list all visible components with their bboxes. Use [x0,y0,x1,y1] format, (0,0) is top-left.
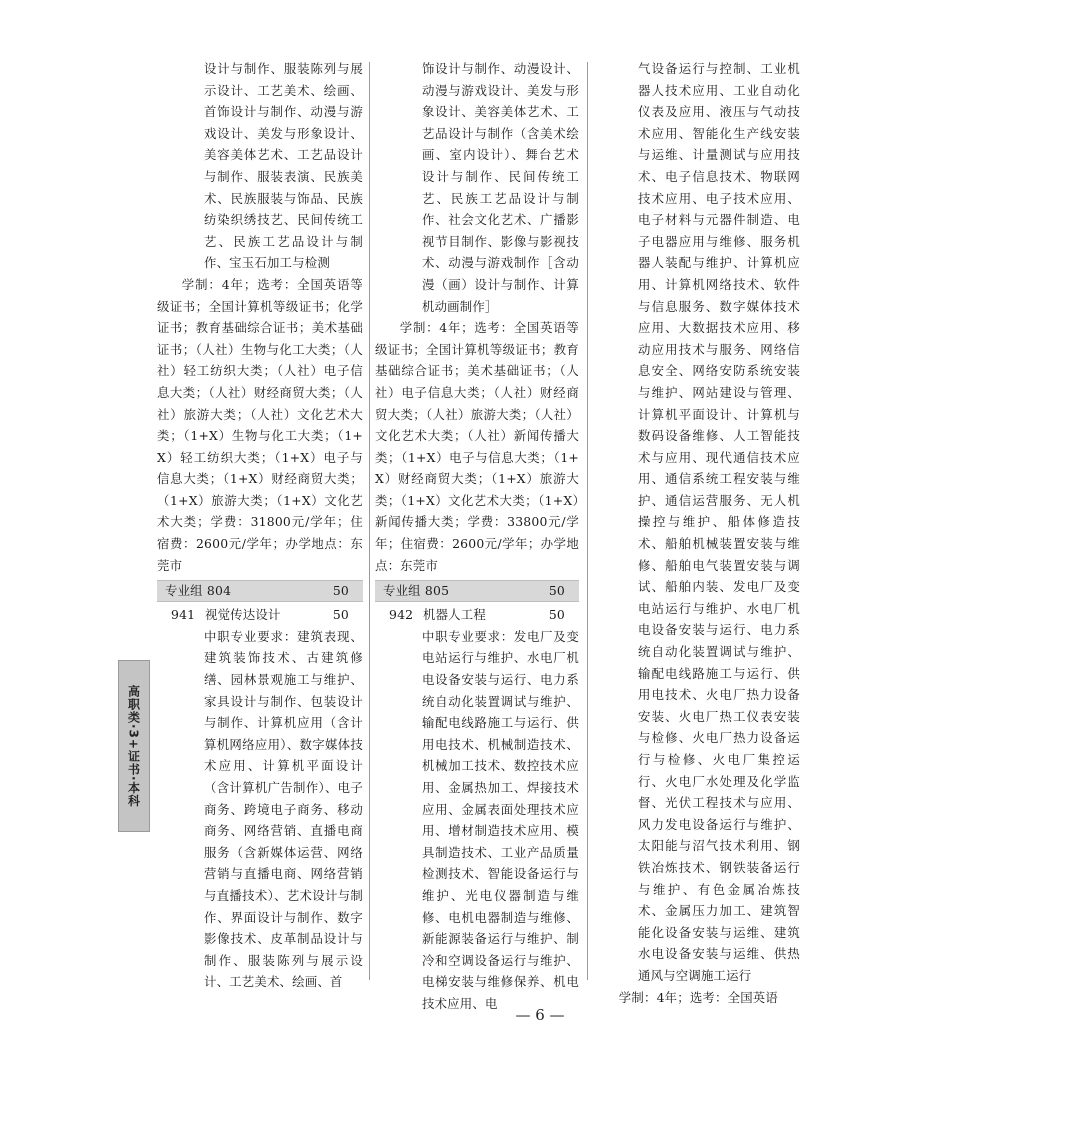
major-code: 942 [389,607,414,623]
major-requirements: 中职专业要求：发电厂及变电站运行与维护、水电厂机电设备安装与运行、电力系统自动化装置调试与维护、输配电线路施工与运行、供用电技术、机械制造技术、机械加工技术、数控技术应用、金属热加工、焊接技术应用、金属表面处理技术应用、增材制造技术应用、模具制造技术、工业产品质量检测技术、智能设备运行与维护、光电仪器制造与维修、电机电器制造与维修、新能源装备运行与维护、制冷和空调设备运行与维护、电梯安装与维修保养、机电技术应用、电 [422,628,579,1011]
page-number: — 6 — [515,1006,565,1024]
major-code: 941 [171,607,196,623]
major-row-942 [375,604,579,626]
column-divider-2 [587,62,588,980]
major-list-continuation: 气设备运行与控制、工业机器人技术应用、工业自动化仪表及应用、液压与气动技术应用、智能化生产线安装与运维、计量测试与应用技术、电子信息技术、物联网技术应用、电子技术应用、电子材料与元器件制造、电子电器应用与维修、服务机器人装配与维护、计算机应用、计算机网络技术、软件与信息服务、数字媒体技术应用、大数据技术应用、移动应用技术与服务、网络信息安全、网络安防系统安装与维护、网站建设与管理、计算机平面设计、计算机与数码设备维修、人工智能技术与应用、现代通信技术应用、通信系统工程安装与维护、通信运营服务、无人机操控与维护、船体修造技术、船舶机械装置安装与维修、船舶电气装置安装与调试、船舶内装、发电厂及变电站运行与维护、水电厂机电设备安装与运行、电力系统自动化装置调试与维护、输配电线路施工与运行、供用电技术、火电厂热力设备安装、火电厂热工仪表安装与检修、火电厂热力设备运行与检修、火电厂集控运行、火电厂水处理及化学监督、光伏工程技术与应用、风力发电设备运行与维护、太阳能与沼气技术利用、钢铁冶炼技术、钢铁装备运行与维护、有色金属冶炼技术、金属压力加工、建筑智能化设备安装与运维、建筑水电设备安装与运维、供热通风与空调施工运行 [638,61,800,983]
major-list-continuation: 饰设计与制作、动漫设计、动漫与游戏设计、美发与形象设计、美容美体艺术、工艺品设计与制作（含美术绘画、室内设计）、舞台艺术设计与制作、民间传统工艺、民族工艺品设计与制作、社会文化艺术、广播影视节目制作、影像与影视技术、动漫与游戏制作［含动漫（画）设计与制作、计算机动画制作］ [422,61,579,314]
side-tab-label: 高职类·3+证书·本科 [126,684,141,808]
column-divider-1 [369,62,370,980]
major-row-941 [157,604,363,626]
major-count: 50 [548,607,565,623]
major-name: 视觉传达设计 [205,607,281,623]
column-1 [157,58,363,993]
column-3 [594,58,800,1008]
major-count: 50 [332,607,349,623]
group-count: 50 [332,583,349,599]
program-info: 学制：4年；选考：全国英语等级证书；全国计算机等级证书；化学证书；教育基础综合证书；美术基础证书；（人社）生物与化工大类；（人社）轻工纺织大类；（人社）电子信息大类；（人社）财经商贸大类；（人社）旅游大类；（人社）文化艺术大类；（1+X）生物与化工大类；（1+X）轻工纺织大类；（1+X）电子与信息大类；（1+X）财经商贸大类；（1+X）旅游大类；（1+X）文化艺术大类；学费：31800元/学年；住宿费：2600元/学年；办学地点：东莞市 [157,276,363,573]
group-count: 50 [548,583,565,599]
program-info: 学制：4年；选考：全国英语等级证书；全国计算机等级证书；教育基础综合证书；美术基础证书；（人社）电子信息大类；（人社）财经商贸大类；（人社）旅游大类；（人社）文化艺术大类；（人社）新闻传播大类；（1+X）电子与信息大类；（1+X）财经商贸大类；（1+X）旅游大类；（1+X）文化艺术大类；（1+X）新闻传播大类；学费：33800元/学年；住宿费：2600元/学年；办学地点：东莞市 [375,320,579,573]
group-label: 专业组 805 [383,583,450,599]
major-requirements: 中职专业要求：建筑表现、建筑装饰技术、古建筑修缮、园林景观施工与维护、家具设计与制作、包装设计与制作、计算机应用（含计算机网络应用）、数字媒体技术应用、计算机平面设计（含计算机广告制作）、电子商务、跨境电子商务、移动商务、网络营销、直播电商服务（含新媒体运营、网络营销与直播电商、网络营销与直播技术）、艺术设计与制作、界面设计与制作、数字影像技术、皮革制品设计与制作、服装陈列与展示设计、工艺美术、绘画、首 [204,628,363,990]
major-list-continuation: 设计与制作、服装陈列与展示设计、工艺美术、绘画、首饰设计与制作、动漫与游戏设计、美发与形象设计、美容美体艺术、工艺品设计与制作、服装表演、民族美术、民族服装与饰品、民族纺染织绣技艺、民间传统工艺、民族工艺品设计与制作、宝玉石加工与检测 [204,61,363,271]
section-side-tab [118,660,150,832]
group-header-804 [157,580,363,602]
group-label: 专业组 804 [165,583,232,599]
major-name: 机器人工程 [423,607,486,623]
group-header-805 [375,580,579,602]
program-info: 学制：4年；选考：全国英语 [618,989,778,1005]
column-2 [375,58,579,1015]
